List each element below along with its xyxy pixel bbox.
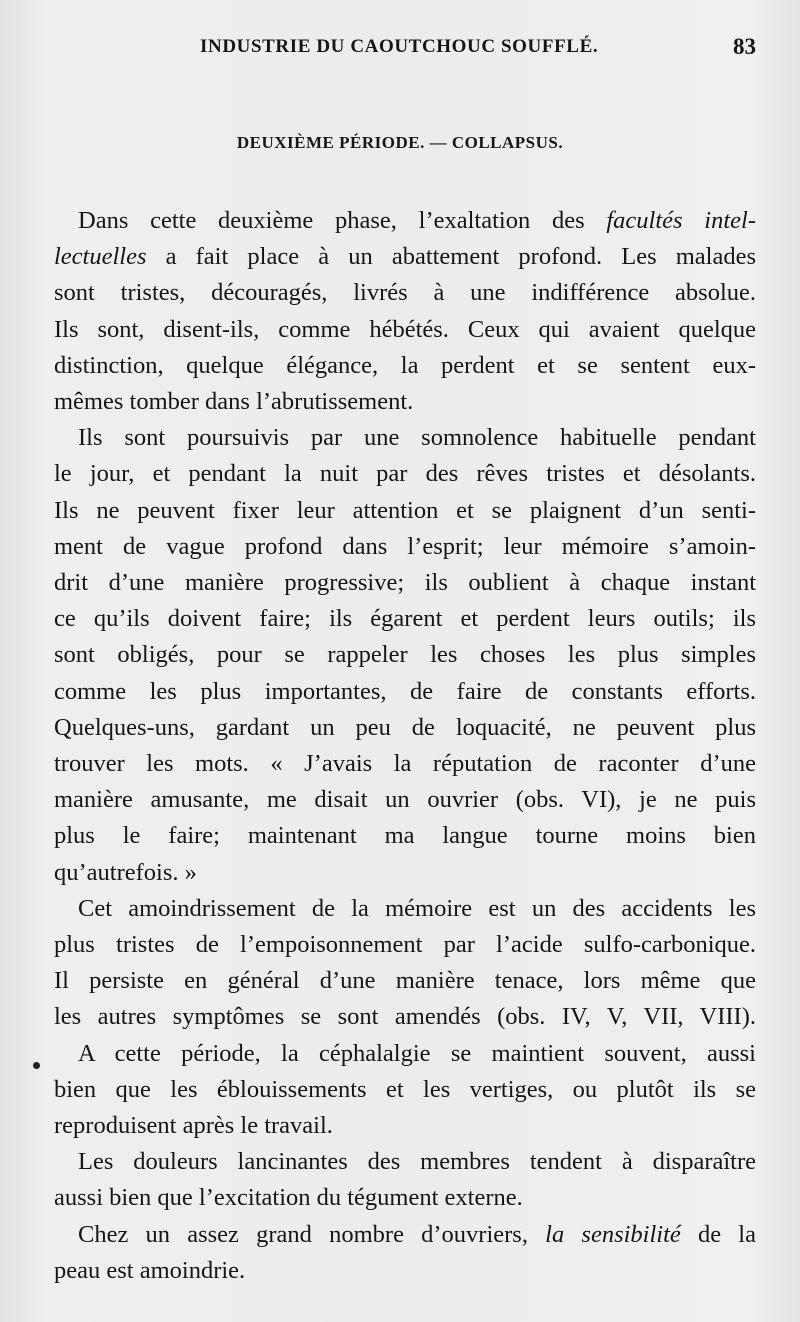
text-line: mêmes tomber dans l’abrutissement. [54, 388, 414, 416]
text-line [54, 1217, 756, 1253]
text-line: Ils ne peuvent fixer leur attention et se plaignent d’un senti- [54, 496, 756, 524]
text-line: Ils sont poursuivis par une somnolence habituelle pendant [78, 424, 756, 452]
text-line: plus tristes de l’empoisonnement par l’acide sulfo-carbonique. [54, 931, 756, 959]
text-line: trouver les mots. « J’avais la réputation de raconter d’une [54, 750, 756, 778]
text-line: manière amusante, me disait un ouvrier (obs. VI), je ne puis [54, 786, 756, 814]
page-header [200, 36, 756, 66]
text-segment: Dans cette deuxième phase, l’exaltation des [78, 207, 585, 234]
text-line: Il persiste en général d’une manière tenace, lors même que [54, 967, 756, 995]
running-title: INDUSTRIE DU CAOUTCHOUC SOUFFLÉ. [200, 36, 599, 57]
text-line: Quelques-uns, gardant un peu de loquacité, ne peuvent plus [54, 713, 756, 741]
italic-segment: lectuelles [54, 243, 147, 271]
text-line: aussi bien que l’excitation du tégument externe. [54, 1184, 523, 1212]
text-line: bien que les éblouissements et les vertiges, ou plutôt ils se [54, 1075, 756, 1103]
text-line: Ils sont, disent-ils, comme hébétés. Ceux qui avaient quelque [54, 315, 756, 343]
text-line: sont obligés, pour se rappeler les choses les plus simples [54, 641, 756, 669]
text-line: drit d’une manière progressive; ils oublient à chaque instant [54, 569, 756, 597]
text-segment: Chez un assez grand nombre d’ouvriers, [78, 1220, 528, 1248]
text-line: peau est amoindrie. [54, 1256, 246, 1284]
text-line: distinction, quelque élégance, la perdent et se sentent eux- [54, 351, 756, 379]
text-line: Cet amoindrissement de la mémoire est un des accidents les [78, 894, 756, 922]
text-line: plus le faire; maintenant ma langue tourne moins bien [54, 822, 756, 850]
page-number: 83 [733, 34, 756, 59]
text-line: sont tristes, découragés, livrés à une indifférence absolue. [54, 279, 756, 307]
text-line: A cette période, la céphalalgie se maintient souvent, aussi [78, 1039, 756, 1067]
italic-segment: facultés intel- [606, 207, 756, 234]
text-line: Les douleurs lancinantes des membres tendent à disparaître [78, 1148, 756, 1176]
text-line [54, 203, 756, 239]
text-segment: de la [697, 1220, 756, 1248]
text-line: comme les plus importantes, de faire de constants efforts. [54, 677, 756, 705]
text-line: ce qu’ils doivent faire; ils égarent et perdent leurs outils; ils [54, 605, 756, 633]
text-line: ment de vague profond dans l’esprit; leur mémoire s’amoin- [54, 532, 756, 560]
text-line: le jour, et pendant la nuit par des rêves tristes et désolants. [54, 460, 756, 488]
text-line: les autres symptômes se sont amendés (obs. IV, V, VII, VIII). [54, 1003, 756, 1031]
section-title: DEUXIÈME PÉRIODE. — COLLAPSUS. [236, 133, 564, 152]
text-line: reproduisent après le travail. [54, 1112, 333, 1140]
body-text [54, 203, 756, 1289]
margin-dot [33, 1062, 40, 1069]
italic-segment: la sensibilité [545, 1220, 681, 1248]
text-line: qu’autrefois. » [54, 858, 197, 886]
text-line [54, 239, 756, 275]
text-segment: a fait place à un abattement profond. Les malades [165, 243, 757, 271]
